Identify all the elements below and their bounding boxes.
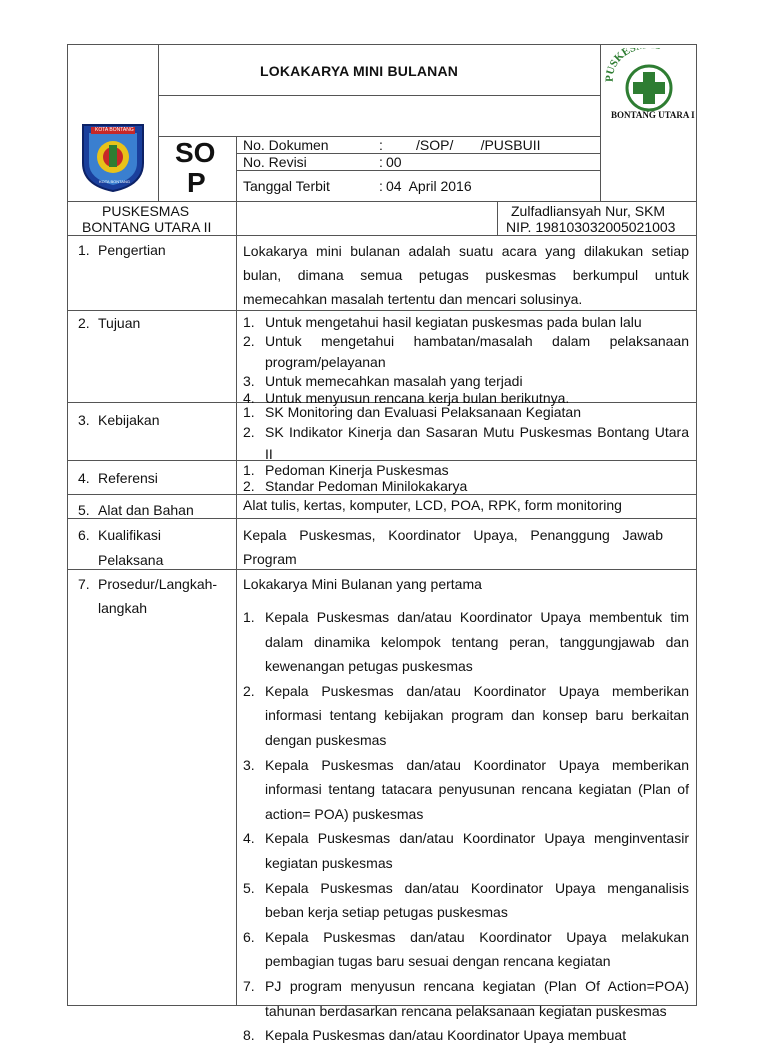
list-item: 2. SK Indikator Kinerja dan Sasaran Mutu Puskesmas Bontang Utara II (243, 424, 689, 462)
section-number: 5. (78, 502, 90, 518)
page-title: LOKAKARYA MINI BULANAN (260, 63, 459, 79)
list-item-text: Kepala Puskesmas dan/atau Koordinator Upaya memberikan informasi tentang kebijakan program dan konsep baru berkaitan dengan puskesmas (265, 682, 689, 748)
kebijakan-list (243, 404, 689, 465)
list-item-text: Kepala Puskesmas dan/atau Koordinator Upaya memberikan informasi tentang tatacara penyusunan rencana kegiatan (Plan of action= POA) puskesmas (265, 756, 689, 822)
section-number: 4. (78, 470, 90, 486)
meta-separator: : (379, 178, 383, 194)
grid-line (497, 201, 498, 235)
list-item-text: Kepala Puskesmas dan/atau Koordinator Upaya melakukan pembagian tugas baru sesuai dengan rencana kegiatan (265, 928, 689, 970)
list-item: 6. Kepala Puskesmas dan/atau Koordinator Upaya melakukan pembagian tugas baru sesuai dengan rencana kegiatan (243, 928, 689, 970)
section-number: 1. (78, 242, 90, 258)
list-item: 3. Kepala Puskesmas dan/atau Koordinator Upaya memberikan informasi tentang tatacara penyusunan rencana kegiatan (Plan of action= POA) puskesmas (243, 756, 689, 822)
section-number: 6. (78, 527, 90, 543)
section-number: 2. (78, 315, 90, 331)
meta-label: No. Dokumen (243, 137, 329, 153)
grid-line (236, 170, 600, 171)
list-item: 3. Untuk memecahkan masalah yang terjadi (243, 373, 523, 389)
list-item-text: PJ program menyusun rencana kegiatan (Plan Of Action=POA) tahunan berdasarkan rencana pelaksanaan kegiatan puskesmas (265, 977, 689, 1019)
section-intro: Lokakarya Mini Bulanan yang pertama (243, 576, 482, 592)
referensi-list (243, 462, 689, 494)
logo-lettering: USKES (605, 48, 638, 77)
kota-bontang-logo (77, 119, 149, 193)
section-label: Kebijakan (98, 412, 160, 428)
list-item-text: Kepala Puskesmas dan/atau Koordinator Upaya menganalisis beban kerja setiap petugas puskesmas (265, 879, 689, 921)
list-item: 7. PJ program menyusun rencana kegiatan (Plan Of Action=POA) tahunan berdasarkan rencana pelaksanaan kegiatan puskesmas (243, 977, 689, 1019)
signer-nip: NIP. 198103032005021003 (506, 219, 676, 235)
meta-value: 00 (386, 154, 402, 170)
list-item: 5. Kepala Puskesmas dan/atau Koordinator Upaya menganalisis beban kerja setiap petugas puskesmas (243, 879, 689, 921)
list-item: 2. Kepala Puskesmas dan/atau Koordinator Upaya memberikan informasi tentang kebijakan program dan konsep baru berkaitan dengan puskesmas (243, 682, 689, 748)
meta-separator: : (379, 137, 383, 153)
list-item: 8. Kepala Puskesmas dan/atau Koordinator Upaya membuat (243, 1027, 627, 1044)
section-label: Prosedur/Langkah- (98, 576, 218, 592)
section-text: Alat tulis, kertas, komputer, LCD, POA, RPK, form monitoring (243, 497, 622, 513)
sop-label: P (187, 167, 206, 198)
meta-separator: : (379, 154, 383, 170)
section-number: 7. (78, 576, 90, 592)
list-item: 2. Untuk mengetahui hambatan/masalah dalam pelaksanaan program/pelayanan (243, 333, 689, 370)
signer-name: Zulfadliansyah Nur, SKM (511, 203, 666, 219)
meta-label: Tanggal Terbit (243, 178, 330, 194)
sop-label: SO (175, 137, 216, 168)
org-name: BONTANG UTARA II (82, 219, 212, 235)
list-item-text: Untuk mengetahui hambatan/masalah dalam pelaksanaan program/pelayanan (265, 333, 689, 370)
section-label: Kualifikasi (98, 527, 162, 543)
logo-lettering: KOTA BONTANG (95, 127, 134, 133)
logo-lettering: KOTA BONTANG (99, 179, 130, 184)
grid-line (67, 201, 697, 202)
logo-lettering: BONTANG UTARA I (611, 110, 695, 120)
list-item: 1. Kepala Puskesmas dan/atau Koordinator Upaya membentuk tim dalam dinamika kelompok tentang peran, tanggungjawab dan kewenangan petugas puskesmas (243, 609, 689, 675)
meta-value: /SOP/ /PUSBUII (416, 137, 541, 153)
section-label: Referensi (98, 470, 158, 486)
tujuan-list (243, 314, 689, 407)
list-item-text: Kepala Puskesmas dan/atau Koordinator Upaya menginventasir kegiatan puskesmas (265, 830, 689, 871)
list-item-text: Untuk memecahkan masalah yang terjadi (265, 373, 523, 389)
grid-line (158, 95, 600, 96)
list-item: 1. Untuk mengetahui hasil kegiatan puskesmas pada bulan lalu (243, 314, 642, 330)
section-label: Tujuan (98, 315, 141, 331)
list-item-text: SK Indikator Kinerja dan Sasaran Mutu Puskesmas Bontang Utara II (265, 424, 689, 462)
section-label: Alat dan Bahan (98, 502, 194, 518)
list-item: 4. Kepala Puskesmas dan/atau Koordinator Upaya menginventasir kegiatan puskesmas (243, 830, 689, 871)
grid-line (67, 494, 697, 495)
list-item: 2. Standar Pedoman Minilokakarya (243, 478, 468, 494)
grid-line (67, 235, 697, 236)
puskesmas-logo (605, 48, 693, 124)
section-number: 3. (78, 412, 90, 428)
prosedur-steps (243, 605, 689, 1048)
grid-line (600, 44, 601, 201)
list-item-text: Kepala Puskesmas dan/atau Koordinator Upaya membentuk tim dalam dinamika kelompok tentang peran, tanggungjawab dan kewenangan petugas puskesmas (265, 609, 689, 675)
grid-line (158, 44, 159, 201)
list-item-text: Kepala Puskesmas dan/atau Koordinator Upaya membuat (265, 1027, 627, 1044)
section-text: Kepala Puskesmas, Koordinator Upaya, Penanggung Jawab Program (243, 527, 663, 567)
section-label: langkah (98, 600, 148, 616)
list-item-text: Standar Pedoman Minilokakarya (265, 478, 468, 494)
org-name: PUSKESMAS (102, 203, 190, 219)
grid-line (236, 235, 237, 1006)
list-item: 4. Untuk menyusun rencana kerja bulan berikutnya. (243, 390, 570, 406)
section-label: Pelaksana (98, 552, 164, 568)
grid-line (236, 201, 237, 235)
section-text: Lokakarya mini bulanan adalah suatu acara yang dilakukan setiap bulan, dimana semua petugas puskesmas berkumpul untuk memecahkan masalah tertentu dan mencari solusinya. (243, 243, 689, 307)
meta-label: No. Revisi (243, 154, 307, 170)
grid-line (236, 136, 237, 201)
list-item-text: Pedoman Kinerja Puskesmas (265, 462, 449, 478)
section-label: Pengertian (98, 242, 166, 258)
list-item: 1. SK Monitoring dan Evaluasi Pelaksanaan Kegiatan (243, 404, 581, 420)
list-item-text: Untuk mengetahui hasil kegiatan puskesmas pada bulan lalu (265, 314, 642, 330)
grid-line (67, 518, 697, 519)
list-item-text: Untuk menyusun rencana kerja bulan berikutnya. (265, 390, 570, 406)
list-item: 1. Pedoman Kinerja Puskesmas (243, 462, 449, 478)
meta-value: 04 April 2016 (386, 178, 472, 194)
list-item-text: SK Monitoring dan Evaluasi Pelaksanaan Kegiatan (265, 404, 581, 420)
